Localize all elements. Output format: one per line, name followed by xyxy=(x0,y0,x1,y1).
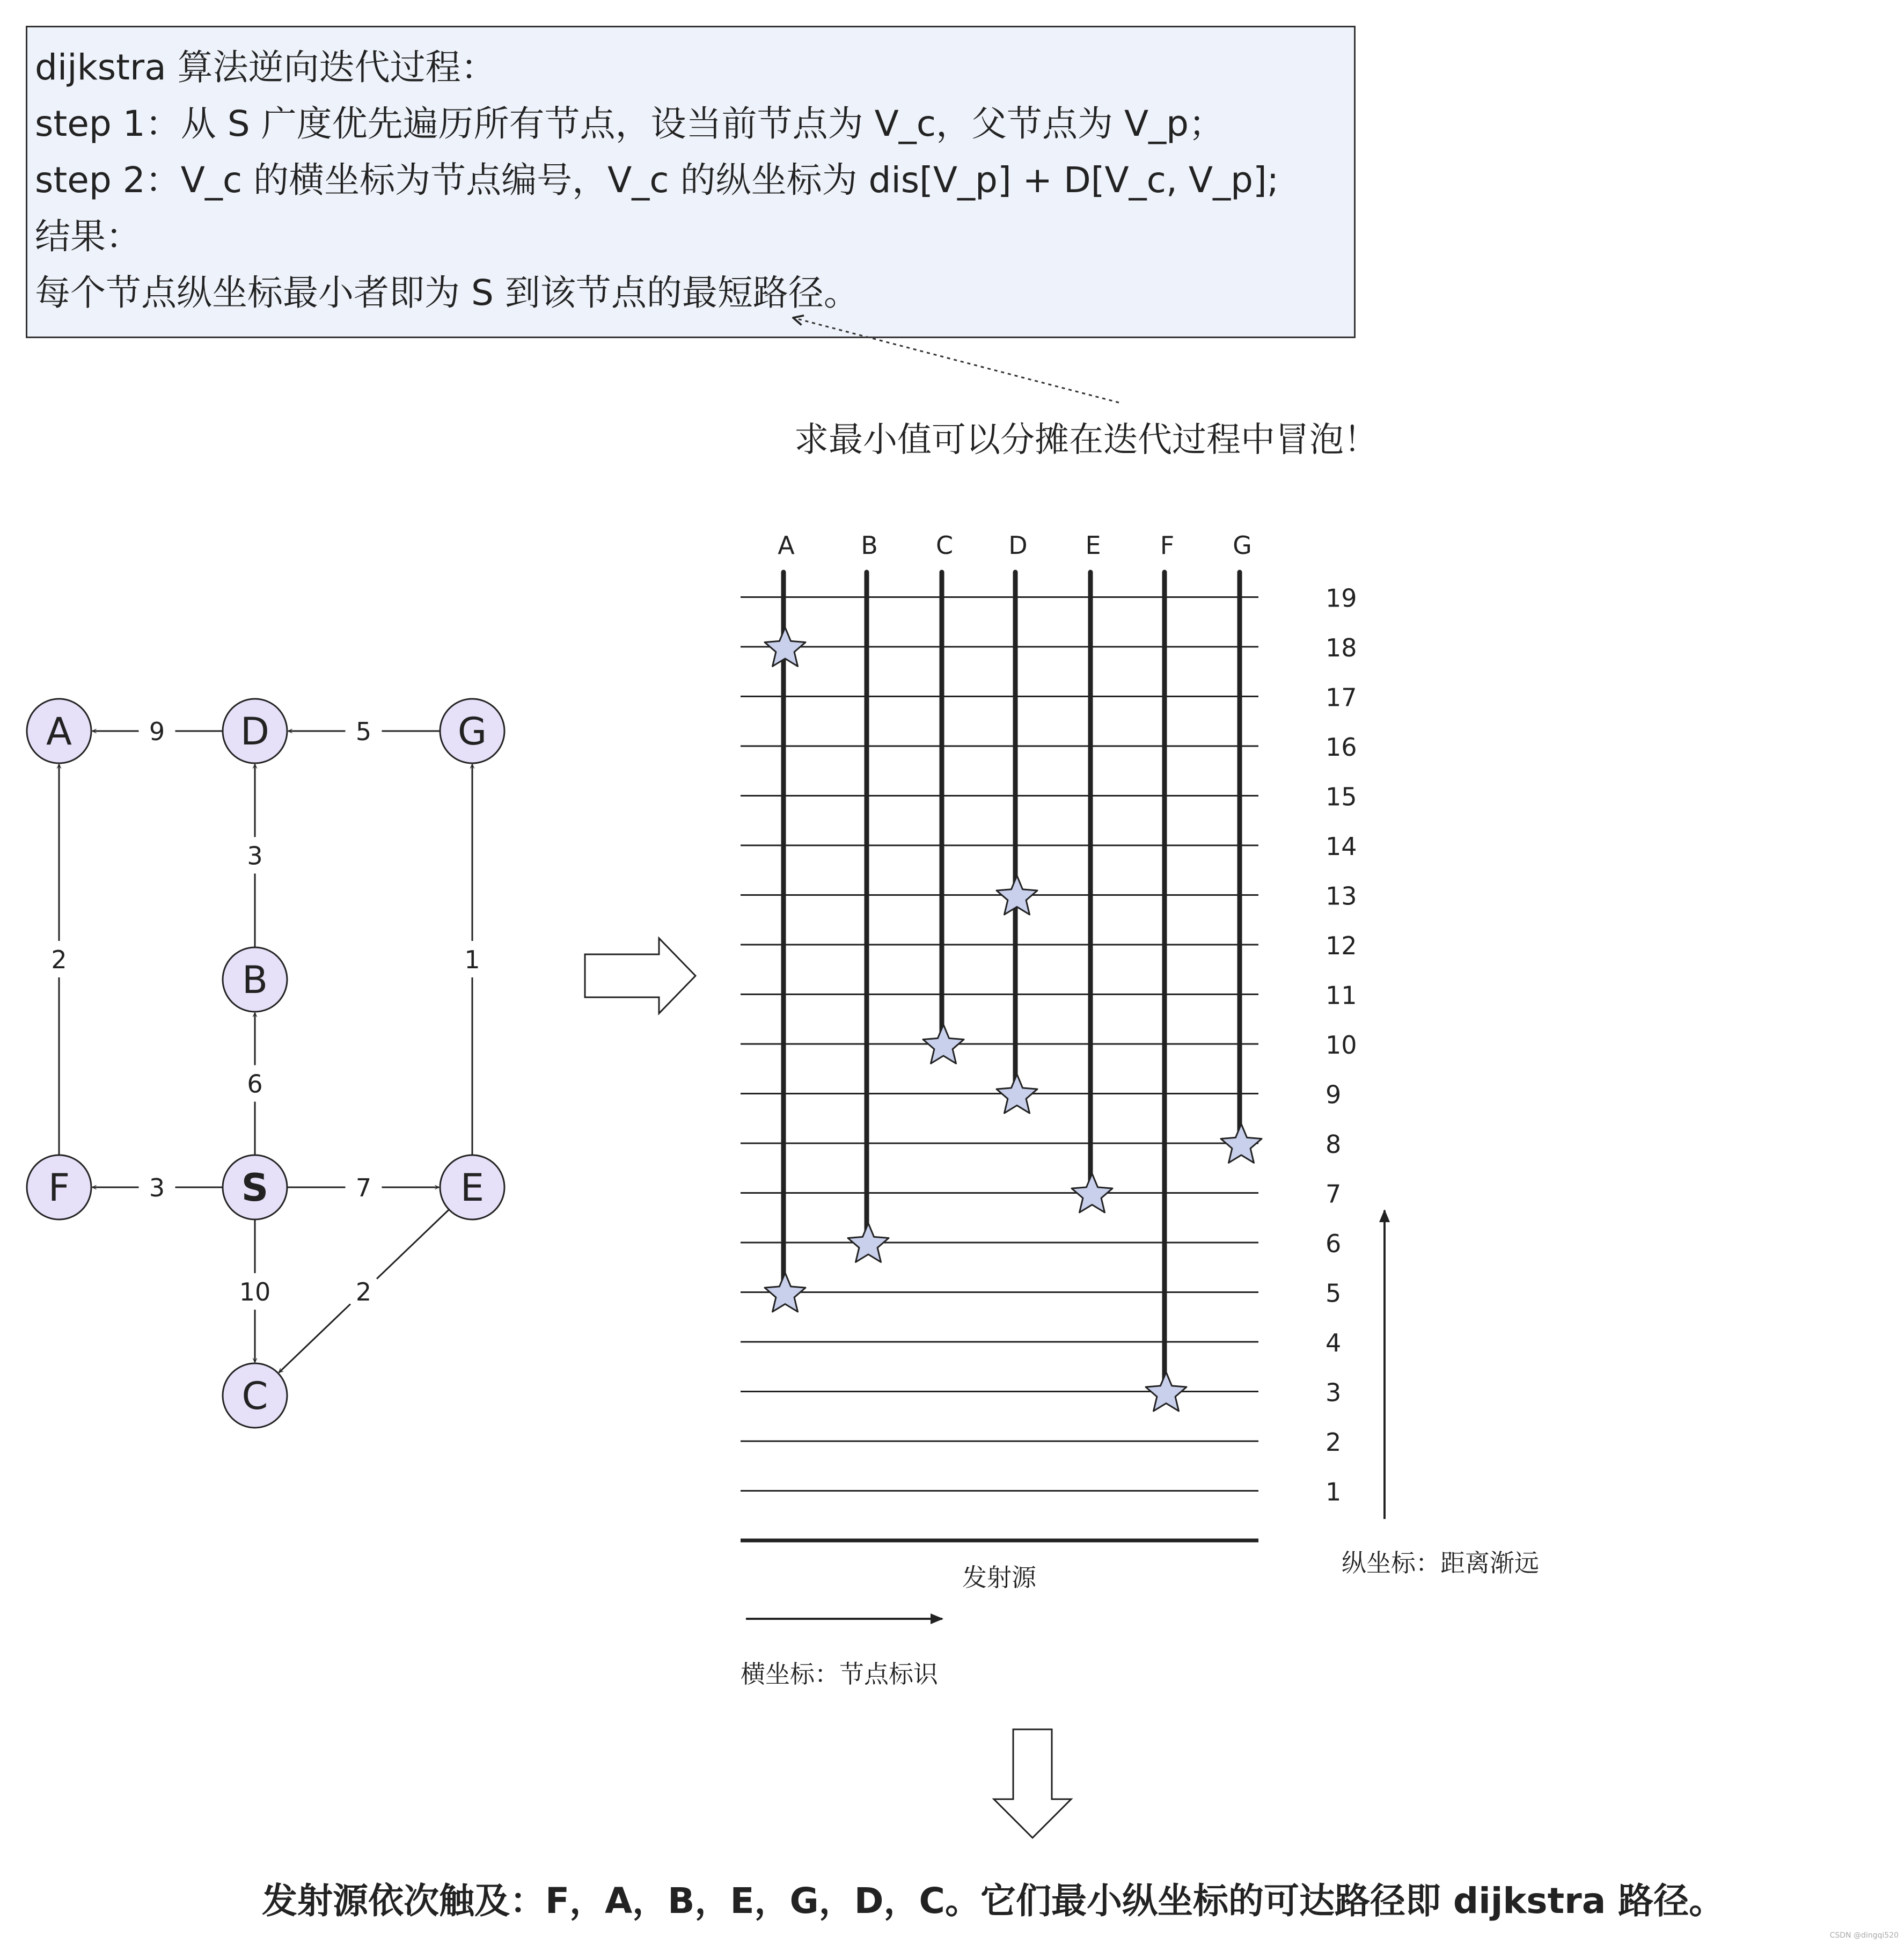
edge-E-G xyxy=(464,764,480,1155)
edge-weight-label: 3 xyxy=(149,1173,165,1202)
y-tick-label: 15 xyxy=(1326,782,1357,812)
edge-S-B xyxy=(247,1013,262,1155)
column-label-A: A xyxy=(778,531,795,560)
column-label-F: F xyxy=(1160,531,1175,560)
node-label: S xyxy=(241,1166,269,1210)
y-tick-label: 11 xyxy=(1326,981,1357,1010)
node-F xyxy=(27,1155,91,1219)
edge-weight-label: 1 xyxy=(464,945,480,974)
x-axis-label: 横坐标：节点标识 xyxy=(741,1660,938,1689)
edge-B-D xyxy=(247,764,262,947)
edge-S-C xyxy=(239,1219,271,1362)
point-D-9 xyxy=(997,1075,1037,1113)
y-tick-label: 12 xyxy=(1326,931,1357,960)
edge-weight-label: 2 xyxy=(51,945,67,974)
node-label: D xyxy=(240,710,269,754)
edge-weight-label: 9 xyxy=(149,717,165,746)
y-tick-label: 16 xyxy=(1326,733,1357,762)
column-label-E: E xyxy=(1085,531,1101,560)
edge-D-A xyxy=(92,717,223,746)
y-tick-label: 10 xyxy=(1326,1031,1357,1060)
y-tick-label: 1 xyxy=(1326,1477,1342,1507)
edge-weight-label: 10 xyxy=(239,1277,271,1306)
y-tick-label: 2 xyxy=(1326,1428,1342,1457)
node-label: F xyxy=(48,1166,70,1210)
edge-weight-label: 2 xyxy=(355,1277,372,1306)
node-label: G xyxy=(457,710,487,754)
baseline-label: 发射源 xyxy=(962,1563,1036,1592)
node-A xyxy=(27,699,91,763)
edge-weight-label: 3 xyxy=(247,841,263,871)
right-block-arrow xyxy=(585,938,695,1013)
y-axis-label: 纵坐标：距离渐远 xyxy=(1342,1548,1539,1577)
column-label-B: B xyxy=(861,531,878,560)
node-B xyxy=(223,947,287,1012)
edge-weight-label: 7 xyxy=(355,1173,372,1202)
node-G xyxy=(440,699,504,763)
down-block-arrow xyxy=(994,1729,1071,1838)
description-result-label: 结果： xyxy=(35,216,141,257)
y-tick-label: 8 xyxy=(1326,1130,1342,1159)
point-B-6 xyxy=(848,1223,889,1262)
node-label: B xyxy=(241,958,268,1002)
y-tick-label: 17 xyxy=(1326,683,1357,712)
edge-E-C xyxy=(279,1210,449,1373)
watermark: CSDN @dingqi520 xyxy=(1829,1931,1899,1940)
point-A-5 xyxy=(765,1273,805,1312)
edge-S-F xyxy=(92,1173,223,1202)
point-C-10 xyxy=(923,1025,964,1063)
distance-chart xyxy=(741,531,1539,1689)
y-tick-label: 3 xyxy=(1326,1378,1342,1407)
node-C xyxy=(223,1363,287,1428)
edge-S-E xyxy=(287,1173,439,1202)
y-tick-label: 4 xyxy=(1326,1328,1342,1357)
node-label: A xyxy=(46,710,72,754)
node-E xyxy=(440,1155,504,1219)
point-G-8 xyxy=(1221,1124,1262,1163)
node-D xyxy=(223,699,287,763)
y-tick-label: 14 xyxy=(1326,832,1357,861)
point-F-3 xyxy=(1146,1372,1187,1411)
y-tick-label: 19 xyxy=(1326,583,1357,613)
y-tick-label: 6 xyxy=(1326,1229,1342,1258)
bubble-note: 求最小值可以分摊在迭代过程中冒泡！ xyxy=(794,420,1378,460)
node-label: C xyxy=(241,1374,268,1418)
point-E-7 xyxy=(1072,1174,1112,1212)
column-label-G: G xyxy=(1233,531,1252,560)
column-label-C: C xyxy=(935,531,954,560)
conclusion-text: 发射源依次触及：F，A，B，E，G，D，C。它们最小纵坐标的可达路径即 dijkstra 路径。 xyxy=(262,1880,1725,1922)
node-label: E xyxy=(460,1166,485,1210)
description-step-1: step 1：从 S 广度优先遍历所有节点，设当前节点为 V_c，父节点为 V_p； xyxy=(35,103,1225,144)
y-tick-label: 18 xyxy=(1326,633,1357,662)
y-tick-label: 5 xyxy=(1326,1279,1342,1308)
edge-F-A xyxy=(51,764,67,1155)
description-step-2: step 2：V_c 的横坐标为节点编号，V_c 的纵坐标为 dis[V_p] + D[V_c, V_p]; xyxy=(35,159,1279,201)
description-title: dijkstra 算法逆向迭代过程： xyxy=(35,47,496,88)
note-pointer-arrow xyxy=(793,318,1119,403)
y-tick-label: 13 xyxy=(1326,881,1357,911)
y-tick-label: 7 xyxy=(1326,1179,1342,1209)
edge-weight-label: 5 xyxy=(355,717,372,746)
description-result: 每个节点纵坐标最小者即为 S 到该节点的最短路径。 xyxy=(35,272,859,313)
edge-G-D xyxy=(288,717,440,746)
node-S xyxy=(223,1155,287,1219)
edge-weight-label: 6 xyxy=(247,1069,263,1099)
column-label-D: D xyxy=(1008,531,1028,560)
graph xyxy=(27,699,504,1428)
y-tick-label: 9 xyxy=(1326,1080,1342,1109)
